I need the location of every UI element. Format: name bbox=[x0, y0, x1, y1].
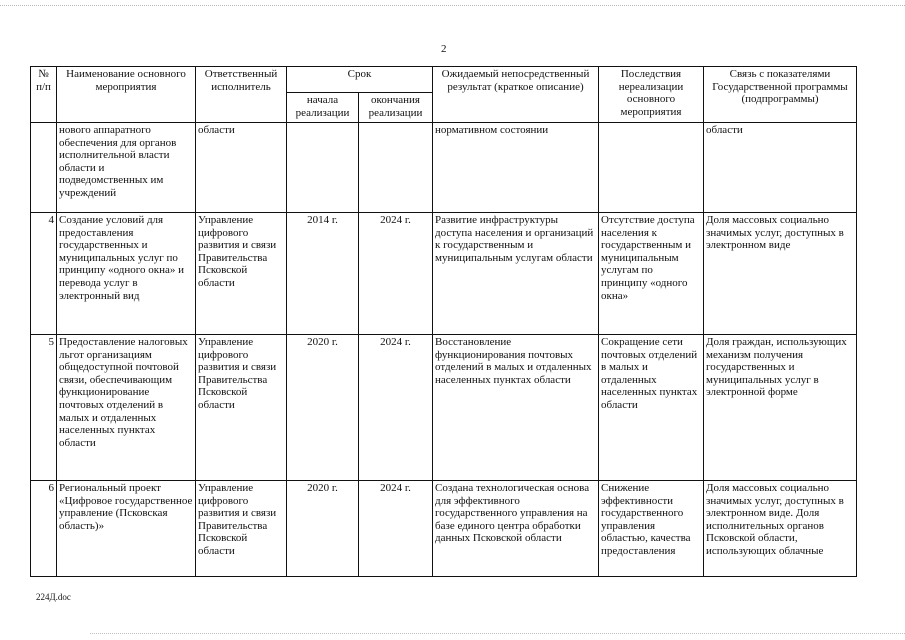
cell-executor: Управление цифрового развития и связи Правительства Псковской области bbox=[196, 335, 287, 481]
cell-num bbox=[31, 123, 57, 213]
cell-num: 4 bbox=[31, 213, 57, 335]
table-row bbox=[31, 481, 857, 577]
header-result: Ожидаемый непосредственный результат (краткое описание) bbox=[433, 67, 599, 123]
cell-name: нового аппаратного обеспечения для органов исполнительной власти области и подведомственных им учреждений bbox=[57, 123, 196, 213]
cell-end bbox=[359, 123, 433, 213]
header-start: начала реализации bbox=[287, 93, 359, 123]
cell-end: 2024 г. bbox=[359, 335, 433, 481]
cell-link: Доля массовых социально значимых услуг, доступных в электронном виде. Доля исполнительных органов Псковской области, использующих облачные bbox=[704, 481, 857, 577]
cell-result: нормативном состоянии bbox=[433, 123, 599, 213]
cell-consequences: Снижение эффективности государственного управления областью, качества предоставления bbox=[599, 481, 704, 577]
cell-name: Создание условий для предоставления государственных и муниципальных услуг по принципу «одного окна» и перевода услуг в электронный вид bbox=[57, 213, 196, 335]
cell-link: Доля граждан, использующих механизм получения государственных и муниципальных услуг в электронной форме bbox=[704, 335, 857, 481]
cell-result: Развитие инфраструктуры доступа населения и организаций к государственным и муниципальным услугам области bbox=[433, 213, 599, 335]
header-end: окончания реализации bbox=[359, 93, 433, 123]
header-consequences: Последствия нереализации основного мероприятия bbox=[599, 67, 704, 123]
cell-consequences bbox=[599, 123, 704, 213]
cell-executor: Управление цифрового развития и связи Правительства Псковской области bbox=[196, 481, 287, 577]
header-executor: Ответственный исполнитель bbox=[196, 67, 287, 123]
table-row bbox=[31, 335, 857, 481]
header-name: Наименование основного мероприятия bbox=[57, 67, 196, 123]
cell-result: Восстановление функционирования почтовых отделений в малых и отдаленных населенных пунктах области bbox=[433, 335, 599, 481]
footer-file-name: 224Д.doc bbox=[36, 592, 71, 602]
cell-executor: области bbox=[196, 123, 287, 213]
cell-link: области bbox=[704, 123, 857, 213]
cell-consequences: Отсутствие доступа населения к государственным и муниципальным услугам по принципу «одного окна» bbox=[599, 213, 704, 335]
cell-end: 2024 г. bbox=[359, 213, 433, 335]
header-num: № п/п bbox=[31, 67, 57, 123]
scan-artifact-bottom bbox=[90, 633, 905, 634]
cell-num: 6 bbox=[31, 481, 57, 577]
page-number: 2 bbox=[441, 43, 447, 55]
header-term: Срок bbox=[287, 67, 433, 93]
cell-result: Создана технологическая основа для эффективного государственного управления на базе единого центра обработки данных Псковской области bbox=[433, 481, 599, 577]
table-row bbox=[31, 213, 857, 335]
header-link: Связь с показателями Государственной программы (подпрограммы) bbox=[704, 67, 857, 123]
cell-consequences: Сокращение сети почтовых отделений в малых и отдаленных населенных пунктах области bbox=[599, 335, 704, 481]
table-header-row bbox=[31, 67, 857, 93]
table-row bbox=[31, 123, 857, 213]
cell-start: 2020 г. bbox=[287, 335, 359, 481]
cell-start: 2020 г. bbox=[287, 481, 359, 577]
scan-artifact-top bbox=[0, 5, 905, 6]
cell-name: Региональный проект «Цифровое государственное управление (Псковская область)» bbox=[57, 481, 196, 577]
cell-link: Доля массовых социально значимых услуг, доступных в электронном виде bbox=[704, 213, 857, 335]
cell-start: 2014 г. bbox=[287, 213, 359, 335]
cell-name: Предоставление налоговых льгот организациям общедоступной почтовой связи, обеспечивающим функционирование почтовых отделений в малых и отдаленных населенных пунктах области bbox=[57, 335, 196, 481]
cell-num: 5 bbox=[31, 335, 57, 481]
measures-table bbox=[30, 66, 857, 577]
cell-start bbox=[287, 123, 359, 213]
cell-executor: Управление цифрового развития и связи Правительства Псковской области bbox=[196, 213, 287, 335]
cell-end: 2024 г. bbox=[359, 481, 433, 577]
